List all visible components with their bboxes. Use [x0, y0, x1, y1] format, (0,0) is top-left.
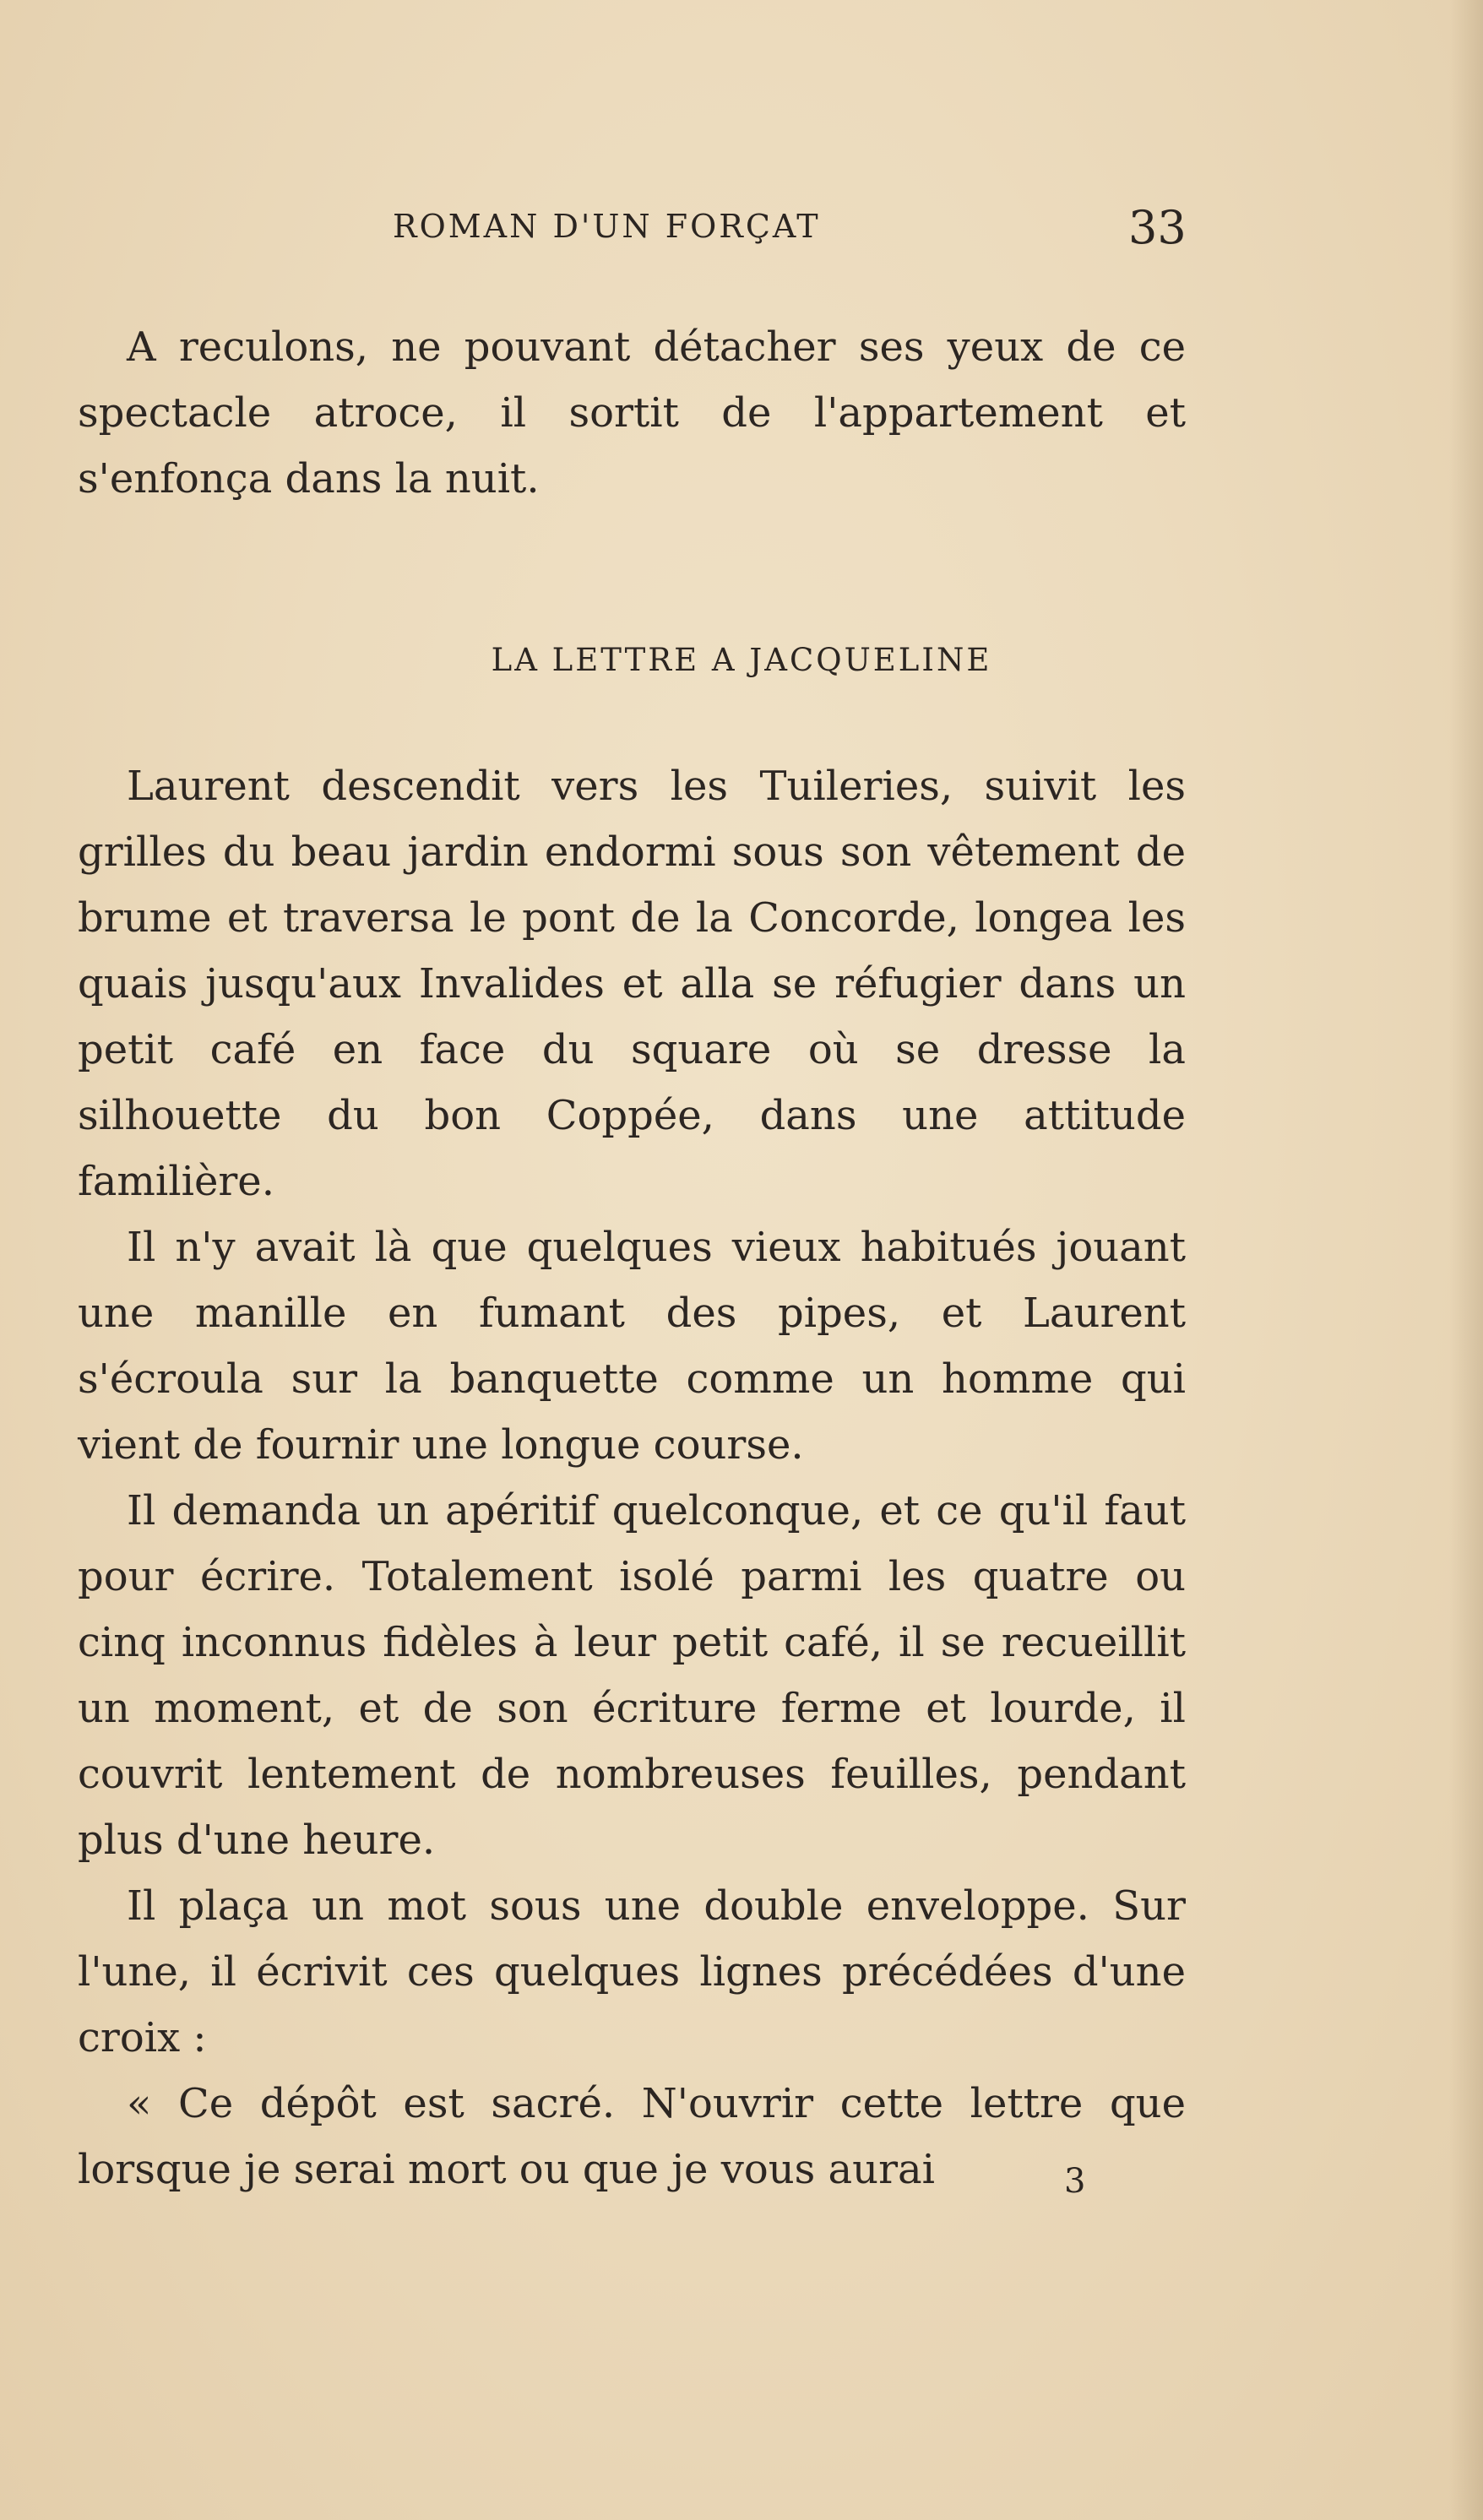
paragraph-4: Il plaça un mot sous une double enveloppe. Sur l'une, il écrivit ces quelques lignes précédées d'une croix :	[78, 1882, 1186, 2061]
section-title: LA LETTRE A JACQUELINE	[491, 642, 992, 678]
paragraph-3: Il demanda un apéritif quelconque, et ce qu'il faut pour écrire. Totalement isolé parmi les quatre ou cinq inconnus fidèles à leur petit café, il se recueillit un moment, et de son écriture ferme et lourde, il couvrit lentement de nombreuses feuilles, pendant plus d'une heure.	[78, 1487, 1186, 1864]
page-number: 33	[1128, 201, 1187, 254]
paragraph-5: « Ce dépôt est sacré. N'ouvrir cette lettre que lorsque je serai mort ou que je vous aurai	[78, 2080, 1186, 2193]
running-head	[0, 201, 1483, 252]
page-edge-shadow	[1449, 0, 1483, 2520]
intro-paragraph-block	[78, 314, 1186, 512]
paragraph-1: Laurent descendit vers les Tuileries, suivit les grilles du beau jardin endormi sous son vêtement de brume et traversa le pont de la Concorde, longea les quais jusqu'aux Invalides et alla se réfugier dans un petit café en face du square où se dresse la silhouette du bon Coppée, dans une attitude familière.	[78, 763, 1186, 1205]
paragraph-2: Il n'y avait là que quelques vieux habitués jouant une manille en fumant des pipes, et Laurent s'écroula sur la banquette comme un homme qui vient de fournir une longue course.	[78, 1224, 1186, 1469]
signature-mark: 3	[1064, 2162, 1086, 2201]
running-title: ROMAN D'UN FORÇAT	[393, 208, 821, 245]
body-text	[78, 753, 1186, 2202]
intro-paragraph: A reculons, ne pouvant détacher ses yeux de ce spectacle atroce, il sortit de l'appartement et s'enfonça dans la nuit.	[78, 323, 1186, 502]
